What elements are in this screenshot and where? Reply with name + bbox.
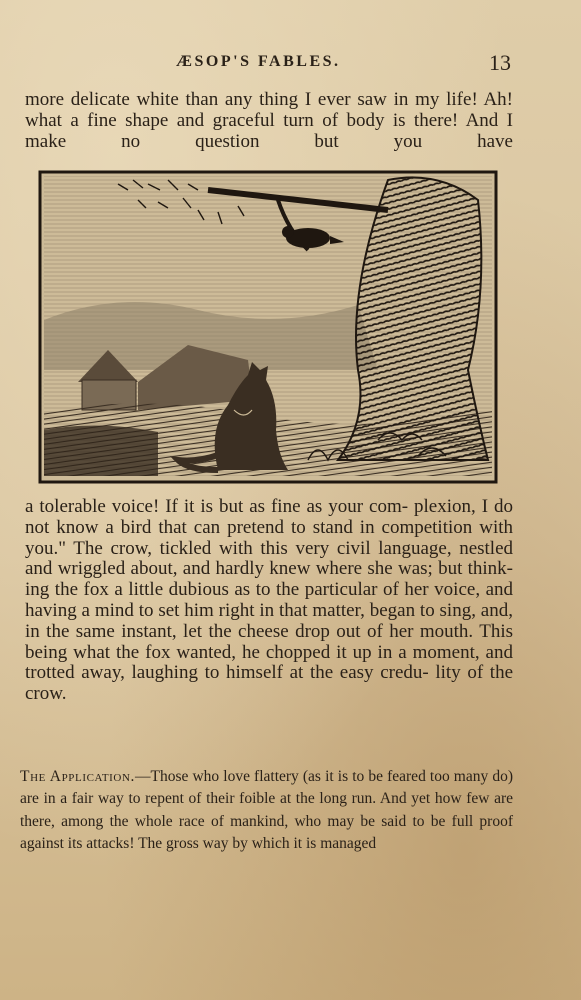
text-line: —Those who love flattery (as it is to [135,768,365,785]
text-line: voice, and having a mind to set him right in that [25,579,514,621]
text-line: trotted away, laughing to himself at the easy credu- [25,662,429,684]
text-line: with this very civil language, nestled and wriggled [25,537,514,580]
text-line: body is there! And I make no question but you have [25,109,514,152]
text-line: ing the fox a little dubious as to the particular of her [25,579,429,601]
text-line: against its attacks! The gross way by which it is managed [20,835,377,853]
application-paragraph [20,766,513,856]
fox-and-crow-woodcut [38,170,498,484]
text-line: more delicate white than any thing I ever saw in my [25,89,440,110]
text-line: the whole race of mankind, who may be said to be full proof [109,812,514,830]
running-head: ÆSOP'S FABLES. [176,53,341,70]
paragraph-main [25,497,513,705]
page-header [0,50,581,76]
text-line: stand in competition with you." The crow, tickled [25,516,513,559]
paragraph-top [25,90,513,152]
text-line: the cheese drop out of her mouth. This being what [25,620,514,663]
text-line: matter, began to sing, and, in the same instant, let [25,599,513,642]
text-line: foible at the long run. And yet how few are there, among [20,790,514,830]
text-line: life! Ah! what a fine shape and graceful turn of [25,89,513,131]
text-line: a tolerable voice! If it is but as fine as your com- [25,496,409,517]
text-line: lity of the crow. [25,662,513,705]
application-lead: The Application. [20,768,135,785]
text-line: be feared too many do) are in a fair way to repent of their [20,768,514,808]
text-line: the fox wanted, he chopped it up in a moment, and [116,641,513,663]
page-number: 13 [489,50,511,75]
text-line: plexion, I do not know a bird that can pretend to [25,496,514,538]
text-line: about, and hardly knew where she was; but think- [130,558,514,580]
